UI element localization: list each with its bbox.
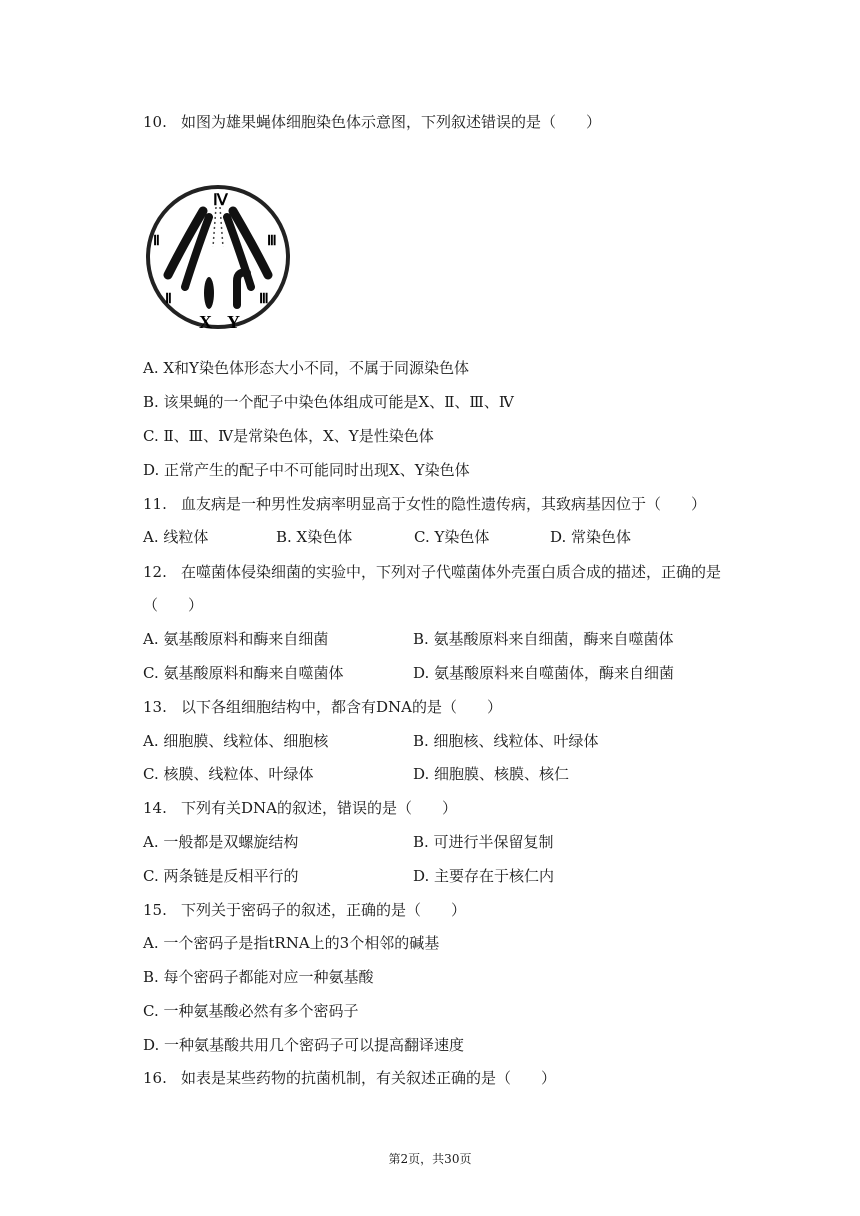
q14-option-a: A. 一般都是双螺旋结构 [143, 833, 299, 851]
question-number: 16. [143, 1069, 167, 1087]
question-12 [143, 562, 721, 582]
question-10 [143, 112, 601, 132]
label-ii-bottom: Ⅱ [165, 292, 172, 307]
q15-option-d: D. 一种氨基酸共用几个密码子可以提高翻译速度 [143, 1036, 465, 1054]
question-stem: 如图为雄果蝇体细胞染色体示意图，下列叙述错误的是（ ） [181, 113, 602, 131]
chromosome-diagram [143, 185, 293, 335]
label-x: X [199, 312, 212, 332]
q14-option-c: C. 两条链是反相平行的 [143, 867, 299, 885]
q11-option-c: C. Y染色体 [414, 528, 490, 546]
q12-option-d: D. 氨基酸原料来自噬菌体，酶来自细菌 [413, 664, 675, 682]
spindle-right [220, 207, 223, 247]
question-number: 10. [143, 113, 167, 131]
q15-option-b: B. 每个密码子都能对应一种氨基酸 [143, 968, 374, 986]
q11-option-b: B. X染色体 [276, 528, 353, 546]
q11-option-d: D. 常染色体 [550, 528, 632, 546]
question-stem: 以下各组细胞结构中，都含有DNA的是（ ） [181, 698, 502, 716]
q11-option-a: A. 线粒体 [143, 528, 209, 546]
question-stem: 下列关于密码子的叙述，正确的是（ ） [181, 901, 467, 919]
q10-option-a: A. X和Y染色体形态大小不同，不属于同源染色体 [143, 359, 469, 377]
q15-option-c: C. 一种氨基酸必然有多个密码子 [143, 1002, 359, 1020]
q13-option-c: C. 核膜、线粒体、叶绿体 [143, 765, 314, 783]
question-11 [143, 494, 706, 514]
label-y: Y [227, 312, 240, 332]
question-16 [143, 1068, 556, 1088]
label-ii-left: Ⅱ [153, 234, 160, 249]
q13-option-a: A. 细胞膜、线粒体、细胞核 [143, 732, 329, 750]
q12-option-a: A. 氨基酸原料和酶来自细菌 [143, 630, 329, 648]
q14-option-b: B. 可进行半保留复制 [413, 833, 554, 851]
label-iii-right: Ⅲ [267, 234, 277, 249]
q12-stem-continuation: （ ） [143, 596, 204, 614]
question-number: 12. [143, 563, 167, 581]
label-iii-bottom: Ⅲ [259, 292, 269, 307]
question-stem: 下列有关DNA的叙述，错误的是（ ） [181, 799, 457, 817]
q15-option-a: A. 一个密码子是指tRNA上的3个相邻的碱基 [143, 934, 440, 952]
q12-option-b: B. 氨基酸原料来自细菌，酶来自噬菌体 [413, 630, 674, 648]
question-14 [143, 798, 457, 818]
question-number: 13. [143, 698, 167, 716]
question-15 [143, 900, 466, 920]
q14-option-d: D. 主要存在于核仁内 [413, 867, 555, 885]
q12-option-c: C. 氨基酸原料和酶来自噬菌体 [143, 664, 344, 682]
question-stem: 如表是某些药物的抗菌机制，有关叙述正确的是（ ） [181, 1069, 557, 1087]
q10-option-d: D. 正常产生的配子中不可能同时出现X、Y染色体 [143, 461, 470, 479]
question-stem: 在噬菌体侵染细菌的实验中，下列对子代噬菌体外壳蛋白质合成的描述，正确的是 [181, 563, 722, 581]
q13-option-d: D. 细胞膜、核膜、核仁 [413, 765, 570, 783]
chromosome-x [204, 277, 214, 309]
question-number: 15. [143, 901, 167, 919]
q13-option-b: B. 细胞核、线粒体、叶绿体 [413, 732, 599, 750]
q10-option-c: C. Ⅱ、Ⅲ、Ⅳ是常染色体，X、Y是性染色体 [143, 427, 434, 445]
question-stem: 血友病是一种男性发病率明显高于女性的隐性遗传病，其致病基因位于（ ） [181, 495, 707, 513]
q10-option-b: B. 该果蝇的一个配子中染色体组成可能是X、Ⅱ、Ⅲ、Ⅳ [143, 393, 514, 411]
question-number: 14. [143, 799, 167, 817]
spindle-left [213, 207, 216, 247]
question-number: 11. [143, 495, 167, 513]
page-footer: 第2页，共30页 [388, 1152, 472, 1166]
question-13 [143, 697, 502, 717]
label-iv: Ⅳ [213, 192, 228, 209]
